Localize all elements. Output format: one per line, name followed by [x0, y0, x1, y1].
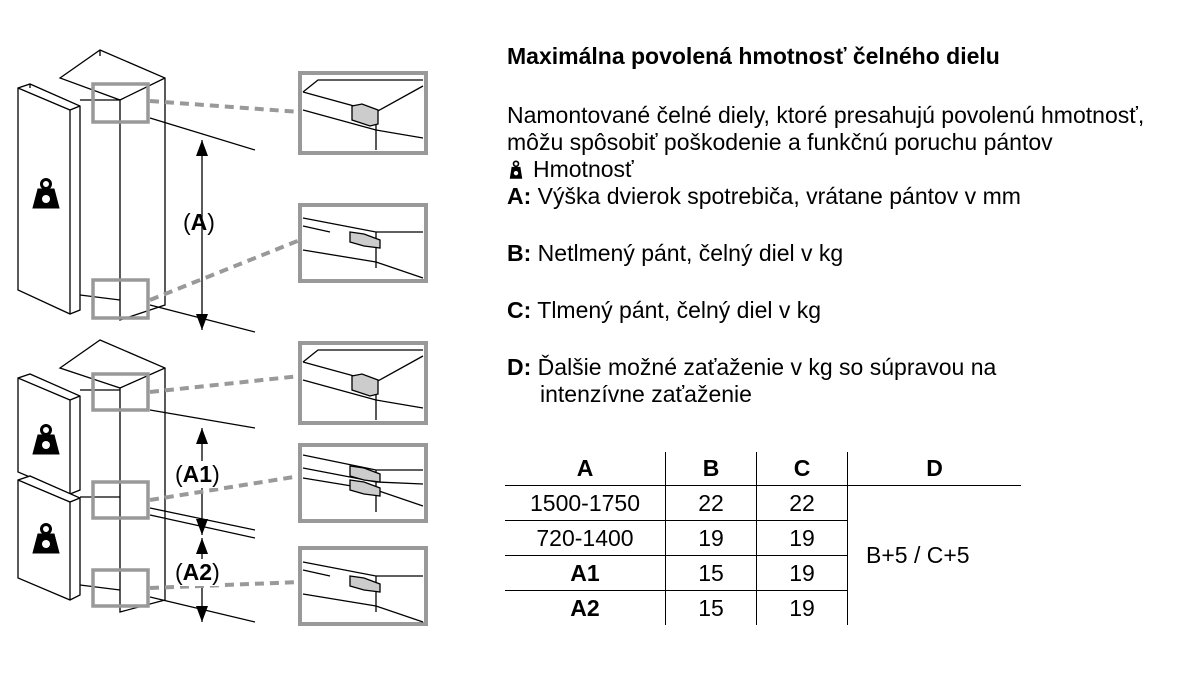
dim-letter: A: [190, 209, 208, 235]
legend-text: Netlmený pánt, čelný diel v kg: [537, 240, 844, 266]
legend-text: Výška dvierok spotrebiča, vrátane pántov v mm: [537, 183, 1021, 209]
legend-item-d: [507, 354, 1187, 381]
cell-a: 720-1400: [505, 521, 666, 556]
dim-letter: A2: [182, 559, 213, 585]
cell-a: A1: [505, 556, 666, 591]
cell-c: 19: [757, 556, 848, 591]
cell-b: 15: [666, 591, 757, 626]
warning-paragraph: Namontované čelné diely, ktoré presahujú povolenú hmotnosť, môžu spôsobiť poškodenie a funkčnú poruchu pántov: [507, 102, 1145, 155]
legend-key: D:: [507, 354, 532, 380]
cell-b: 15: [666, 556, 757, 591]
dimension-a2-label: [175, 559, 220, 586]
detail-a2-bottom-hinge: [300, 548, 426, 624]
header-c: C: [757, 452, 848, 486]
legend-key: C:: [507, 297, 532, 323]
cell-a: A2: [505, 591, 666, 626]
weight-table: [505, 452, 1021, 625]
legend-item-d-cont: intenzívne zaťaženie: [540, 381, 752, 407]
text-column: [507, 40, 1187, 408]
paren: (: [175, 461, 183, 487]
detail-top-hinge: [300, 73, 426, 153]
cell-a: 1500-1750: [505, 486, 666, 521]
dimension-a1-label: [175, 461, 220, 488]
cell-c: 19: [757, 591, 848, 626]
legend-text: Tlmený pánt, čelný diel v kg: [537, 297, 822, 323]
dimension-a-label: [183, 209, 215, 236]
paren: ): [212, 461, 220, 487]
dim-letter: A1: [182, 461, 213, 487]
paren: ): [212, 559, 220, 585]
legend-item-a: [507, 183, 1187, 210]
header-b: B: [666, 452, 757, 486]
weight-legend: [507, 156, 1187, 183]
cell-c: 22: [757, 486, 848, 521]
detail-bottom-hinge: [300, 205, 426, 281]
legend-item-c: [507, 297, 1187, 324]
cell-b: 22: [666, 486, 757, 521]
detail-a1-top-hinge: [300, 343, 426, 423]
legend-key: B:: [507, 240, 532, 266]
cell-c: 19: [757, 521, 848, 556]
single-door-fridge: [18, 50, 300, 332]
legend-text: Ďalšie možné zaťaženie v kg so súpravou na: [537, 354, 997, 380]
weight-icon: [507, 160, 525, 180]
paren: ): [207, 209, 215, 235]
legend-item-b: [507, 240, 1187, 267]
cell-b: 19: [666, 521, 757, 556]
paren: (: [183, 209, 191, 235]
double-door-fridge: [18, 340, 300, 622]
paren: (: [175, 559, 183, 585]
hinge-illustration: [0, 0, 500, 674]
legend-key: A:: [507, 183, 532, 209]
header-a: A: [505, 452, 666, 486]
header-d: D: [848, 452, 1022, 486]
page-title: Maximálna povolená hmotnosť čelného dielu: [507, 43, 1000, 69]
table-row: [505, 486, 1021, 521]
table-header-row: [505, 452, 1021, 486]
weight-legend-text: Hmotnosť: [533, 156, 634, 182]
cell-d: B+5 / C+5: [866, 542, 970, 568]
detail-middle-hinge: [300, 445, 426, 521]
